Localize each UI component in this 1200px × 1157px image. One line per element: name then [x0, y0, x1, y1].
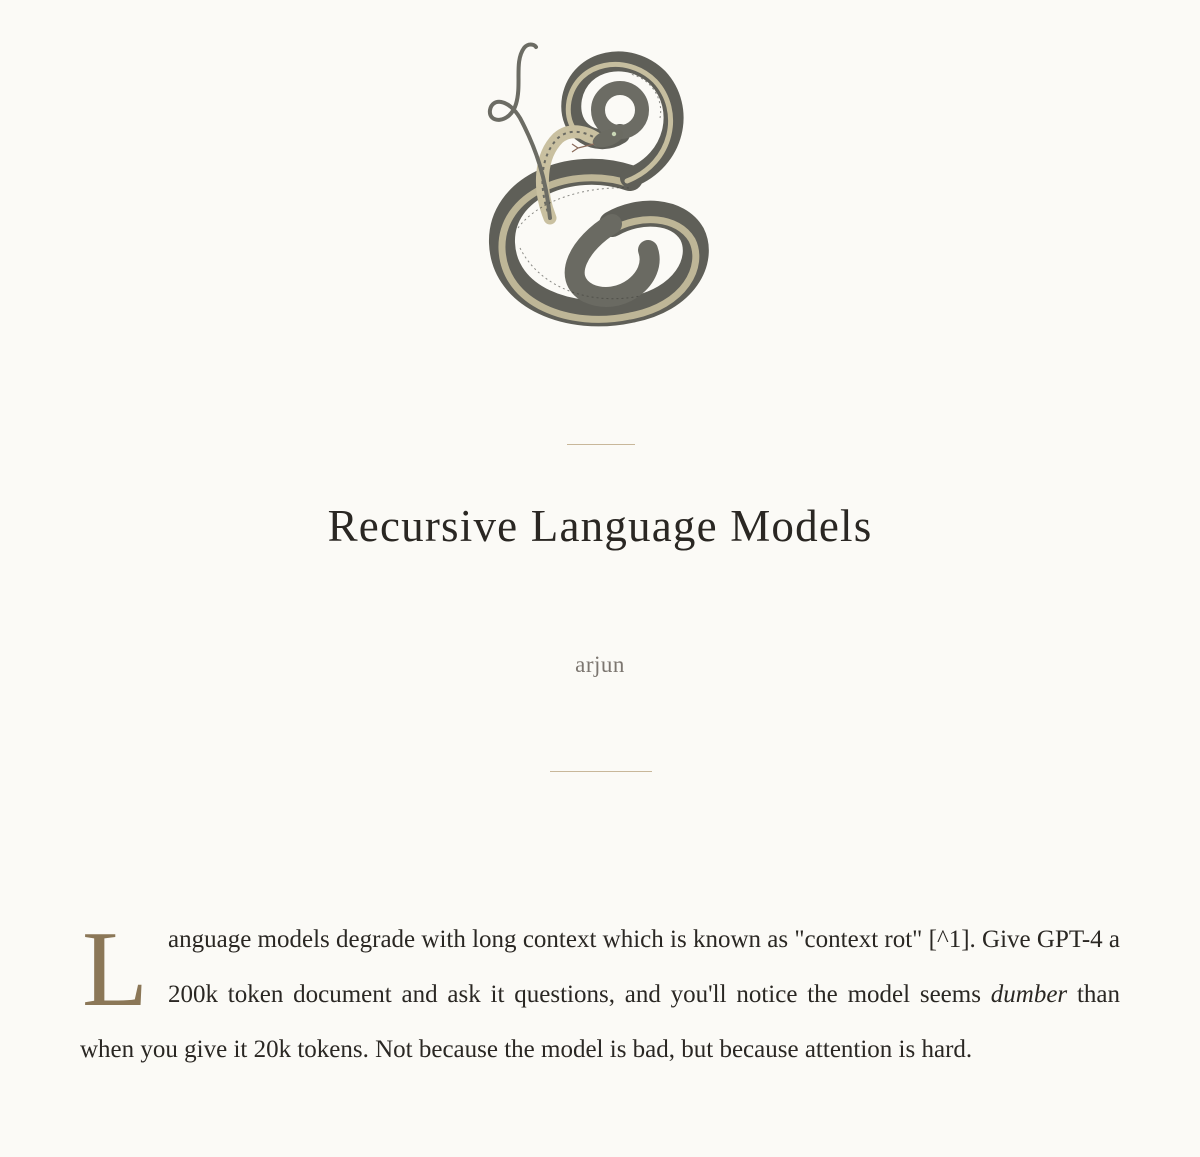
- intro-emphasis: dumber: [990, 981, 1068, 1008]
- hero-image: [480, 38, 720, 328]
- post-title: Recursive Language Models: [327, 501, 873, 551]
- intro-text-after: than when you give it 20k tokens. Not because the model is bad, but because attention is hard.: [80, 981, 1120, 1063]
- snake-coil-inner: [575, 224, 650, 297]
- intro-paragraph: [80, 912, 1120, 1077]
- snake-ring: [598, 88, 642, 132]
- snake-illustration-icon: [480, 38, 720, 328]
- post-author: arjun: [575, 652, 625, 677]
- drop-cap: L: [82, 910, 148, 1029]
- divider-top: [567, 444, 635, 445]
- intro-text-before: anguage models degrade with long context which is known as "context rot" [^1]. Give GPT-4 a 200k token document and ask it questions, and you'll notice the model seems: [168, 926, 1120, 1008]
- article-body: [80, 912, 1120, 1077]
- snake-eye: [612, 132, 616, 136]
- divider-bottom: [550, 771, 652, 772]
- snake-tongue: [572, 144, 594, 152]
